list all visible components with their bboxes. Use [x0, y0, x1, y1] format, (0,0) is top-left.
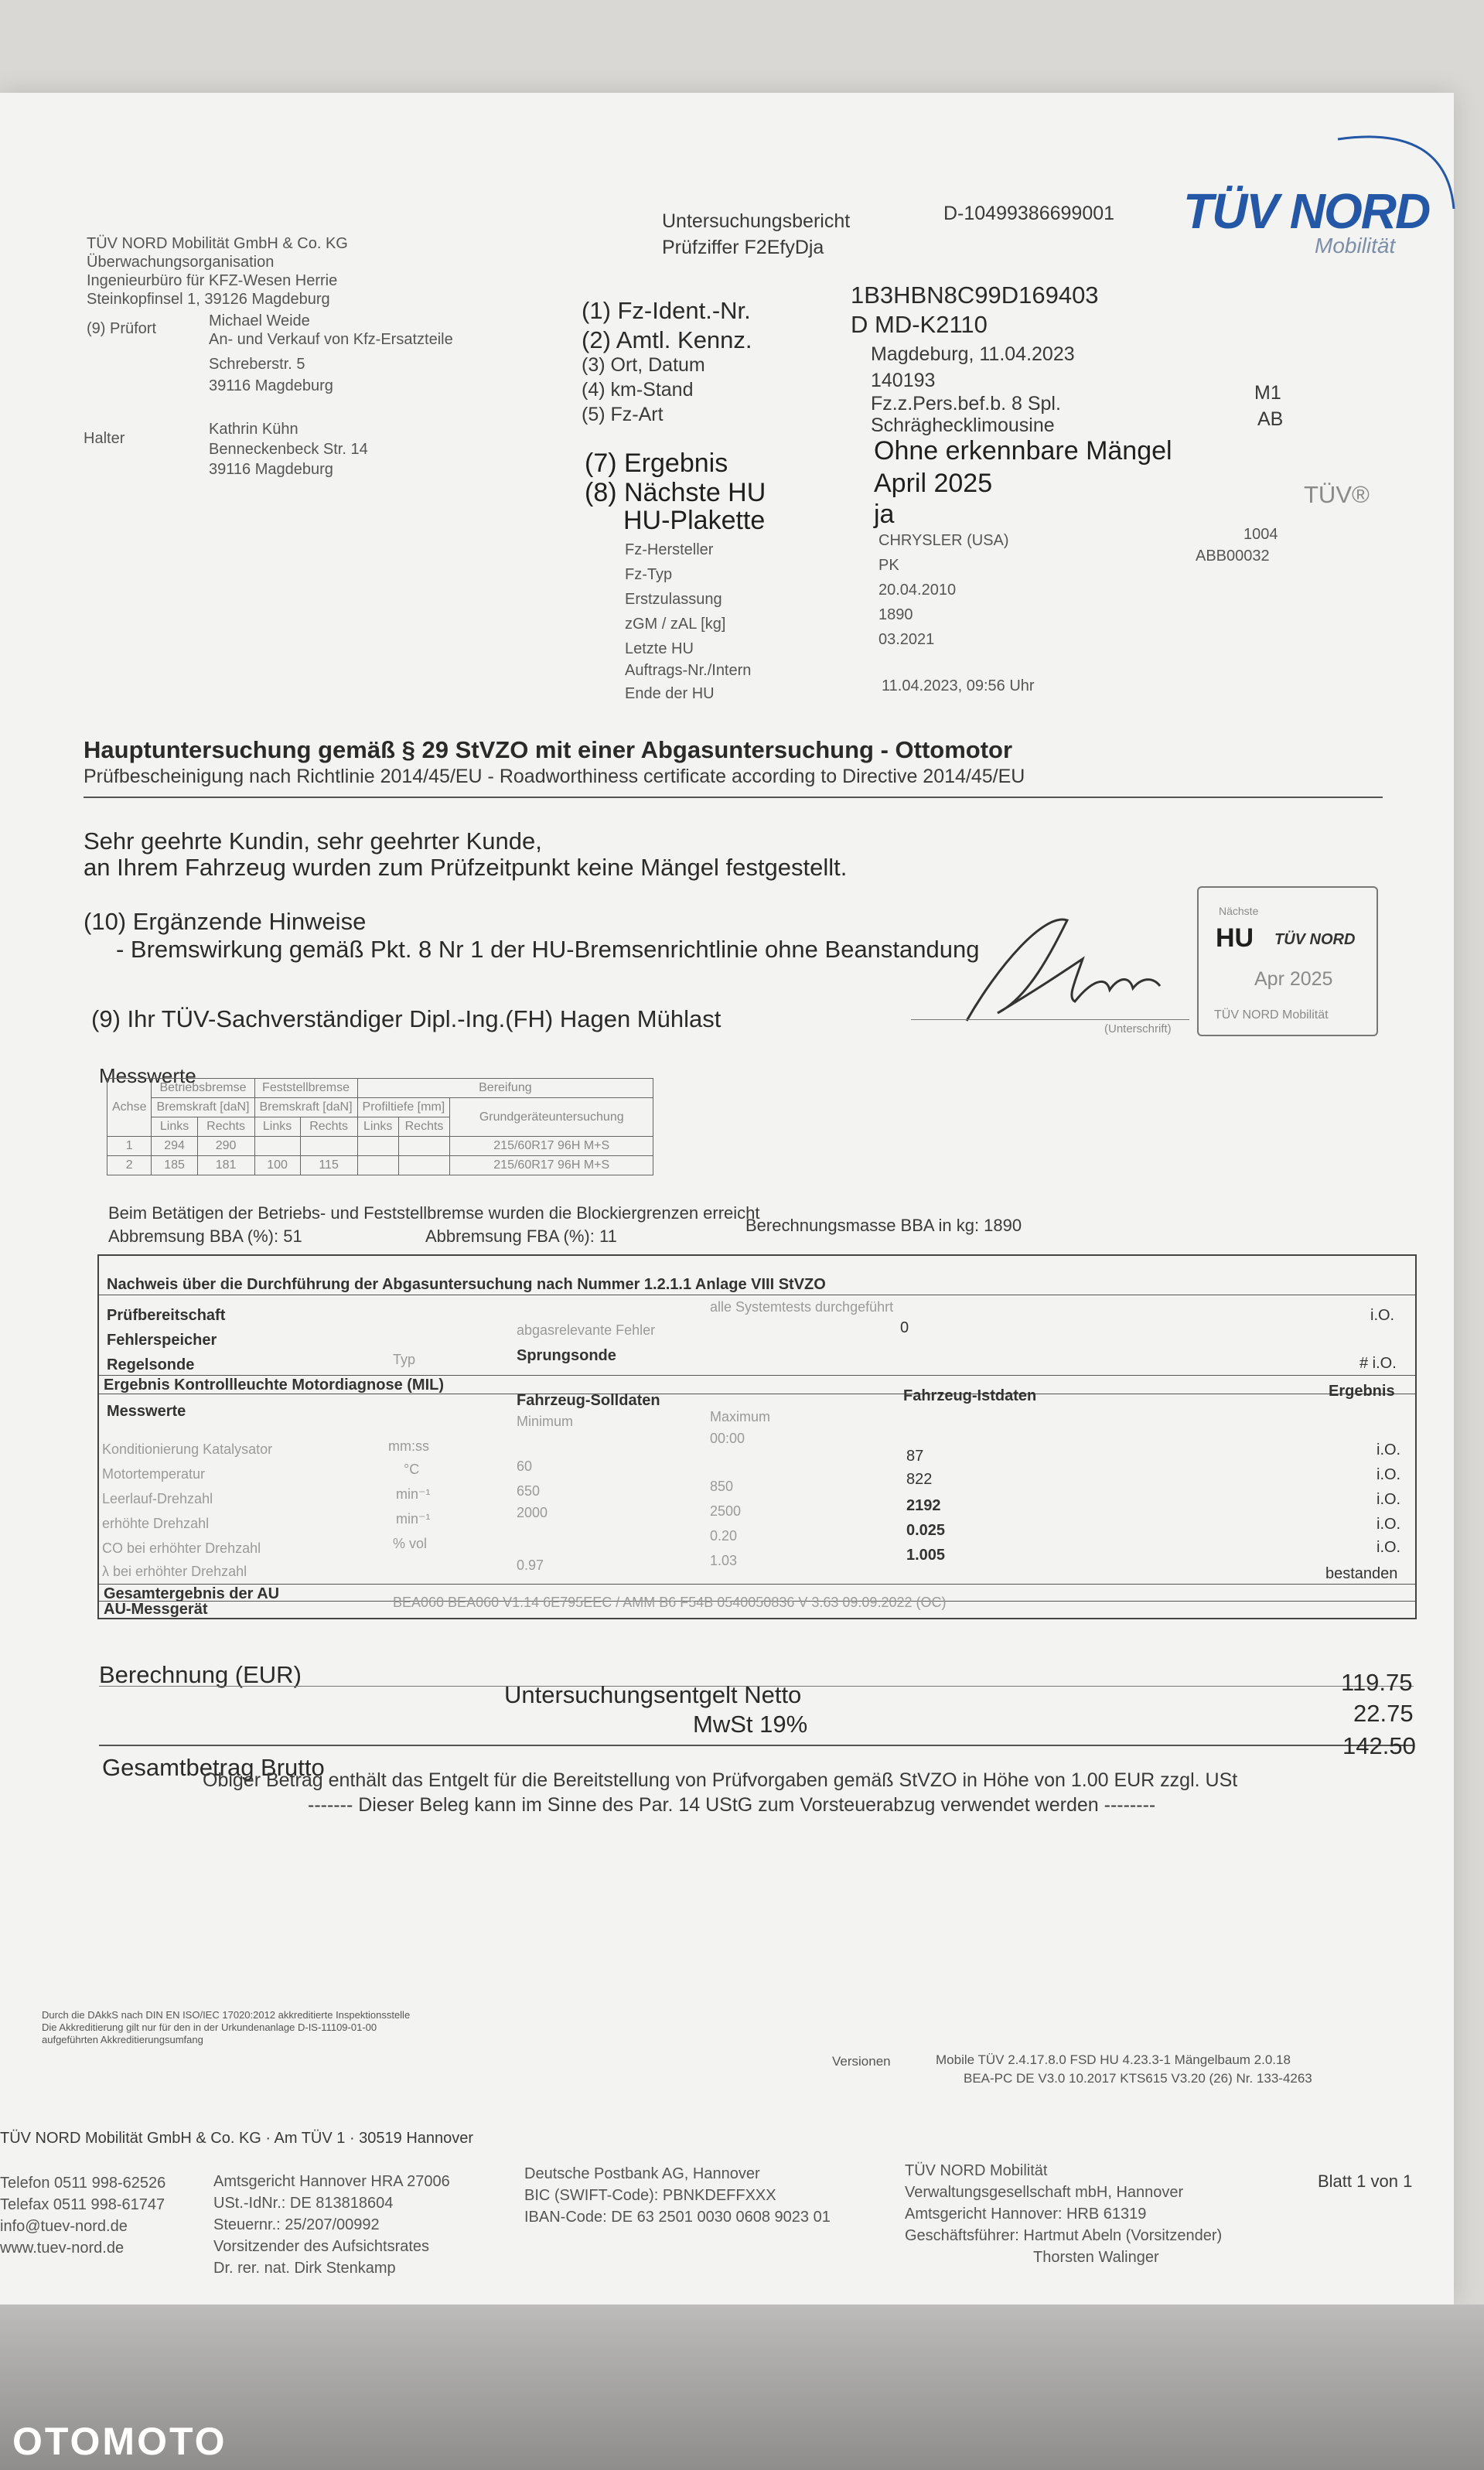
footer-register: Steuernr.: 25/207/00992 — [213, 2216, 380, 2233]
au-value: Sprungsonde — [517, 1347, 616, 1364]
au-row-ist: 0.025 — [906, 1522, 946, 1539]
detail-label: zGM / zAL [kg] — [625, 616, 726, 633]
signature-line — [911, 1019, 1189, 1020]
sachverstaendiger: (9) Ihr TÜV-Sachverständiger Dipl.-Ing.(FH) Hagen Mühlast — [91, 1005, 722, 1032]
plakette-value: ja — [874, 500, 895, 529]
cell: 181 — [197, 1156, 254, 1175]
mwst-label: MwSt 19% — [693, 1711, 808, 1738]
pruefort-line: 39116 Magdeburg — [209, 377, 333, 394]
au-row-min: 0.97 — [517, 1557, 544, 1573]
naechste-hu-value: April 2025 — [874, 469, 993, 498]
au-row-ist: 2192 — [906, 1497, 941, 1514]
stamp-top: Nächste — [1219, 905, 1259, 917]
stamp-footer: TÜV NORD Mobilität — [1214, 1008, 1329, 1022]
greeting-2: an Ihrem Fahrzeug wurden zum Prüfzeitpunkt keine Mängel festgestellt. — [84, 854, 848, 881]
pruefort-label: (9) Prüfort — [87, 320, 157, 337]
au-note: abgasrelevante Fehler — [517, 1322, 656, 1338]
masse-value: Berechnungsmasse BBA in kg: 1890 — [745, 1216, 1022, 1235]
side-header: Links — [254, 1117, 300, 1137]
stamp-brand: TÜV NORD — [1274, 931, 1356, 948]
side-header: Links — [152, 1117, 197, 1137]
au-value: 0 — [900, 1319, 909, 1336]
au-row-unit: % vol — [393, 1536, 428, 1551]
cell: 115 — [300, 1156, 357, 1175]
signature-icon — [951, 905, 1199, 1036]
stamp-hu: HU — [1216, 923, 1254, 953]
detail-value: CHRYSLER (USA) — [878, 532, 1009, 549]
footer-bank: BIC (SWIFT-Code): PBNKDEFFXXX — [524, 2187, 776, 2204]
au-mil: Ergebnis Kontrollleuchte Motordiagnose (MIL) — [104, 1377, 444, 1394]
field-label-ort: (3) Ort, Datum — [582, 354, 705, 376]
au-geraet-label: AU-Messgerät — [104, 1601, 208, 1618]
au-messwerte: Messwerte — [107, 1403, 186, 1420]
au-label: Regelsonde — [107, 1356, 195, 1373]
group-header: Feststellbremse — [254, 1079, 357, 1098]
au-row-max: 850 — [710, 1479, 734, 1494]
footer-contact: Telefon 0511 998-62526 — [0, 2175, 166, 2192]
au-row-ist: 822 — [906, 1471, 933, 1488]
au-note: Typ — [393, 1352, 416, 1367]
mwst-value: 22.75 — [1353, 1700, 1414, 1727]
cell — [357, 1137, 398, 1156]
main-subtitle: Prüfbescheinigung nach Richtlinie 2014/45/EU - Roadworthiness certificate according to Directive 2014/45/EU — [84, 766, 1025, 787]
sub-header: Bremskraft [daN] — [254, 1098, 357, 1117]
brutto-value: 142.50 — [1342, 1732, 1416, 1759]
au-header: Nachweis über die Durchführung der Abgasuntersuchung nach Nummer 1.2.1.1 Anlage VIII StVZO — [107, 1276, 826, 1293]
detail-label: Auftrags-Nr./Intern — [625, 662, 752, 679]
au-row-unit: min⁻¹ — [396, 1486, 431, 1502]
field-value-ident: 1B3HBN8C99D169403 — [851, 281, 1099, 309]
code-1004: 1004 — [1243, 526, 1278, 543]
field-label-fzart: (5) Fz-Art — [582, 404, 664, 425]
fba-value: Abbremsung FBA (%): 11 — [425, 1226, 617, 1246]
otomoto-watermark: OTOMOTO — [12, 2420, 227, 2463]
versionen-line: Mobile TÜV 2.4.17.8.0 FSD HU 4.23.3-1 Mängelbaum 2.0.18 — [936, 2052, 1291, 2067]
detail-label: Erstzulassung — [625, 591, 722, 608]
cell — [254, 1137, 300, 1156]
footer-contact: info@tuev-nord.de — [0, 2218, 128, 2235]
brutto-rule — [99, 1745, 1414, 1746]
au-divider — [99, 1584, 1415, 1585]
berechnung-note: ------- Dieser Beleg kann im Sinne des Par. 14 UStG zum Vorsteuerabzug verwendet werden -------- — [308, 1794, 1156, 1816]
au-row-max: 00:00 — [710, 1431, 745, 1446]
versionen-line: BEA-PC DE V3.0 10.2017 KTS615 V3.20 (26) Nr. 133-4263 — [964, 2071, 1312, 2086]
detail-value: 20.04.2010 — [878, 582, 957, 599]
footer-contact: www.tuev-nord.de — [0, 2240, 125, 2257]
tuv-mark: TÜV® — [1304, 481, 1370, 508]
ergebnis-label: (7) Ergebnis — [585, 449, 728, 478]
signature-caption: (Unterschrift) — [1104, 1022, 1172, 1035]
au-section — [97, 1254, 1417, 1619]
title-rule — [84, 797, 1383, 798]
berechnung-note: Obiger Betrag enthält das Entgelt für die Bereitstellung von Prüfvorgaben gemäß StVZO in Höhe von 1.00 EUR zzgl. USt — [203, 1769, 1238, 1791]
footer-management: Thorsten Walinger — [1033, 2249, 1159, 2266]
au-row-res: i.O. — [1377, 1491, 1401, 1508]
au-row-min: 60 — [517, 1458, 533, 1474]
au-row-res: i.O. — [1377, 1539, 1401, 1556]
cell — [398, 1137, 449, 1156]
au-row-label: λ bei erhöhter Drehzahl — [102, 1564, 247, 1579]
au-ist: Fahrzeug-Istdaten — [903, 1387, 1037, 1404]
halter-line: Benneckenbeck Str. 14 — [209, 441, 368, 458]
au-row-res: i.O. — [1377, 1516, 1401, 1533]
netto-label: Untersuchungsentgelt Netto — [504, 1681, 802, 1708]
au-row-max: 2500 — [710, 1503, 742, 1519]
company-line: Ingenieurbüro für KFZ-Wesen Herrie — [87, 272, 338, 289]
detail-label: Letzte HU — [625, 640, 694, 657]
footer-contact: Telefax 0511 998-61747 — [0, 2196, 165, 2213]
table-row — [107, 1156, 653, 1175]
side-header: Rechts — [300, 1117, 357, 1137]
detail-label: Ende der HU — [625, 685, 715, 702]
table-row — [107, 1137, 653, 1156]
messwerte-table — [107, 1078, 653, 1175]
detail-label: Fz-Hersteller — [625, 541, 714, 558]
company-line: TÜV NORD Mobilität GmbH & Co. KG — [87, 235, 348, 252]
au-row-ist: 1.005 — [906, 1547, 946, 1564]
greeting: Sehr geehrte Kundin, sehr geehrter Kunde, — [84, 827, 542, 855]
footer-address: TÜV NORD Mobilität GmbH & Co. KG · Am TÜV 1 · 30519 Hannover — [0, 2130, 474, 2147]
class-code: AB — [1257, 408, 1284, 430]
footer-register: USt.-IdNr.: DE 813818604 — [213, 2195, 394, 2212]
au-result: i.O. — [1370, 1307, 1395, 1324]
detail-value: 11.04.2023, 09:56 Uhr — [882, 677, 1035, 694]
hinweise-label: (10) Ergänzende Hinweise — [84, 908, 367, 935]
au-row-min: 2000 — [517, 1505, 548, 1520]
cell: 215/60R17 96H M+S — [450, 1137, 653, 1156]
footer-bank: Deutsche Postbank AG, Hannover — [524, 2165, 760, 2182]
au-row-label: CO bei erhöhter Drehzahl — [102, 1540, 261, 1556]
au-gesamt-value: bestanden — [1325, 1565, 1398, 1582]
hinweise-text: - Bremswirkung gemäß Pkt. 8 Nr 1 der HU-Bremsenrichtlinie ohne Beanstandung — [116, 936, 980, 963]
au-result: # i.O. — [1359, 1355, 1397, 1372]
netto-value: 119.75 — [1341, 1669, 1413, 1696]
side-header: Rechts — [398, 1117, 449, 1137]
side-header: Links — [357, 1117, 398, 1137]
halter-label: Halter — [84, 430, 125, 447]
au-geraet-value: BEA060 BEA060 V1.14 6E795EEC / AMM B6 F54B 0540050836 V 3.63 09.09.2022 (OC) — [393, 1595, 947, 1610]
au-row-max: 1.03 — [710, 1553, 738, 1568]
field-label-km: (4) km-Stand — [582, 379, 694, 401]
au-row-max: 0.20 — [710, 1528, 738, 1544]
tuv-nord-logo: TÜV NORD — [1183, 183, 1430, 239]
berechnung-title: Berechnung (EUR) — [99, 1661, 302, 1688]
detail-value: 1890 — [878, 606, 913, 623]
au-row-label: Konditionierung Katalysator — [102, 1441, 273, 1457]
hu-stamp — [1197, 886, 1378, 1036]
cell: 1 — [107, 1137, 152, 1156]
au-label: Fehlerspeicher — [107, 1332, 217, 1349]
field-value-fzart: Fz.z.Pers.bef.b. 8 Spl. — [871, 393, 1061, 415]
side-header: Rechts — [197, 1117, 254, 1137]
au-divider — [99, 1375, 1415, 1376]
class-code: M1 — [1254, 382, 1281, 404]
report-number: D-10499386699001 — [943, 203, 1115, 224]
dakks-line: Die Akkreditierung gilt nur für den in der Urkundenanlage D-IS-11109-01-00 — [42, 2021, 377, 2033]
col-achse: Achse — [107, 1079, 152, 1137]
footer-management: Amtsgericht Hannover: HRB 61319 — [905, 2206, 1147, 2223]
stamp-date: Apr 2025 — [1254, 968, 1333, 990]
brutto-label: Gesamtbetrag Brutto — [102, 1754, 325, 1781]
au-ergebnis: Ergebnis — [1329, 1383, 1395, 1400]
main-title: Hauptuntersuchung gemäß § 29 StVZO mit einer Abgasuntersuchung - Ottomotor — [84, 736, 1013, 763]
au-row-min: 650 — [517, 1483, 541, 1499]
group-header: Betriebsbremse — [152, 1079, 254, 1098]
naechste-hu-label: (8) Nächste HU — [585, 478, 766, 507]
au-row-unit: mm:ss — [388, 1438, 429, 1454]
pruefort-line: Schreberstr. 5 — [209, 356, 305, 373]
footer-management: TÜV NORD Mobilität — [905, 2162, 1048, 2179]
sub-header: Bremskraft [daN] — [152, 1098, 254, 1117]
pruefziffer: Prüfziffer F2EfyDja — [662, 237, 824, 258]
pruefort-line: An- und Verkauf von Kfz-Ersatzteile — [209, 331, 453, 348]
field-value-kennz: D MD-K2110 — [851, 311, 988, 338]
au-row-res: i.O. — [1377, 1441, 1401, 1458]
field-label-ident: (1) Fz-Ident.-Nr. — [582, 297, 751, 324]
company-line: Steinkopfinsel 1, 39126 Magdeburg — [87, 291, 330, 308]
plakette-label: HU-Plakette — [623, 506, 766, 535]
bba-value: Abbremsung BBA (%): 51 — [108, 1226, 302, 1246]
au-gesamt-label: Gesamtergebnis der AU — [104, 1585, 280, 1602]
au-row-res: i.O. — [1377, 1466, 1401, 1483]
cell: 215/60R17 96H M+S — [450, 1156, 653, 1175]
field-value-ort: Magdeburg, 11.04.2023 — [871, 343, 1075, 365]
au-note: alle Systemtests durchgeführt — [710, 1299, 894, 1315]
dakks-line: Durch die DAkkS nach DIN EN ISO/IEC 17020:2012 akkreditierte Inspektionsstelle — [42, 2009, 411, 2021]
footer-management: Verwaltungsgesellschaft mbH, Hannover — [905, 2184, 1184, 2201]
au-max: Maximum — [710, 1409, 771, 1424]
cell: 2 — [107, 1156, 152, 1175]
tuv-nord-logo-sub: Mobilität — [1315, 234, 1396, 258]
au-row-ist: 87 — [906, 1448, 924, 1465]
fzart-line2: Schräghecklimousine — [871, 415, 1055, 436]
detail-label: Fz-Typ — [625, 566, 673, 583]
group-header: Bereifung — [357, 1079, 653, 1098]
halter-line: Kathrin Kühn — [209, 421, 299, 438]
company-line: Überwachungsorganisation — [87, 254, 275, 271]
au-row-label: erhöhte Drehzahl — [102, 1516, 210, 1531]
cell — [357, 1156, 398, 1175]
report-title: Untersuchungsbericht — [662, 210, 851, 232]
sub-header: Profiltiefe [mm] — [357, 1098, 450, 1117]
blatt-label: Blatt 1 von 1 — [1318, 2171, 1413, 2191]
versionen-label: Versionen — [832, 2054, 891, 2069]
footer-management: Geschäftsführer: Hartmut Abeln (Vorsitzender) — [905, 2227, 1223, 2244]
cell: 100 — [254, 1156, 300, 1175]
cell — [398, 1156, 449, 1175]
messwerte-note: Beim Betätigen der Betriebs- und Feststellbremse wurden die Blockiergrenzen erreicht — [108, 1203, 760, 1223]
detail-value: 03.2021 — [878, 631, 935, 648]
pruefort-line: Michael Weide — [209, 312, 310, 329]
au-row-unit: °C — [404, 1462, 420, 1477]
halter-line: 39116 Magdeburg — [209, 461, 333, 478]
au-label: Prüfbereitschaft — [107, 1307, 226, 1324]
au-row-label: Motortemperatur — [102, 1466, 206, 1482]
field-label-kennz: (2) Amtl. Kennz. — [582, 326, 752, 353]
code-abb: ABB00032 — [1196, 548, 1270, 565]
footer-register: Dr. rer. nat. Dirk Stenkamp — [213, 2260, 396, 2277]
ergebnis-value: Ohne erkennbare Mängel — [874, 436, 1172, 466]
au-soll: Fahrzeug-Solldaten — [517, 1392, 660, 1409]
au-row-label: Leerlauf-Drehzahl — [102, 1491, 213, 1506]
detail-value: PK — [878, 557, 899, 574]
cell: 290 — [197, 1137, 254, 1156]
cell: 185 — [152, 1156, 197, 1175]
footer-register: Amtsgericht Hannover HRA 27006 — [213, 2173, 450, 2190]
au-min: Minimum — [517, 1414, 574, 1429]
footer-register: Vorsitzender des Aufsichtsrates — [213, 2238, 430, 2255]
sub-header: Grundgeräteuntersuchung — [450, 1098, 653, 1137]
au-row-unit: min⁻¹ — [396, 1511, 431, 1527]
dakks-line: aufgeführten Akkreditierungsumfang — [42, 2034, 203, 2045]
field-value-km: 140193 — [871, 370, 936, 391]
footer-bank: IBAN-Code: DE 63 2501 0030 0608 9023 01 — [524, 2209, 831, 2226]
cell — [300, 1137, 357, 1156]
cell: 294 — [152, 1137, 197, 1156]
messwerte-title: Messwerte — [99, 1064, 196, 1087]
